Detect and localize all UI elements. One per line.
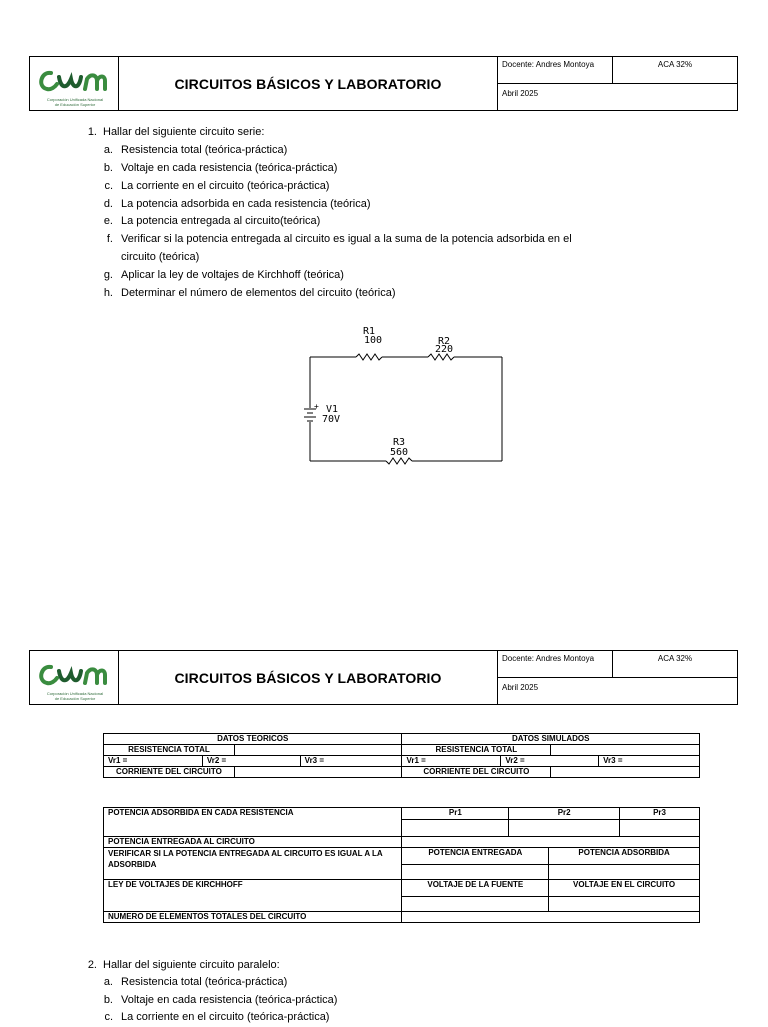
pr2-value[interactable] bbox=[509, 820, 620, 837]
r1-name-label: R1 bbox=[362, 326, 376, 337]
potencia-table bbox=[103, 807, 700, 923]
voltaje-fuente-value[interactable] bbox=[402, 897, 549, 912]
logo-subtitle-1: Corporación Unificada Nacional bbox=[46, 691, 104, 696]
resistor-r3 bbox=[386, 458, 412, 464]
logo-subtitle-2: de Educación Superior bbox=[54, 102, 96, 107]
datos-simulados-header: DATOS SIMULADOS bbox=[402, 734, 700, 745]
page-header-2 bbox=[29, 650, 738, 705]
vr2-simulado-cell[interactable]: Vr2 = bbox=[501, 756, 599, 767]
potencia-adsorbida-value[interactable] bbox=[549, 865, 700, 880]
potencia-entregada-header: POTENCIA ENTREGADA bbox=[402, 848, 549, 865]
voltaje-circuito-value[interactable] bbox=[549, 897, 700, 912]
docente-label: Docente: Andres Montoya bbox=[498, 57, 613, 84]
logo-subtitle-1: Corporación Unificada Nacional bbox=[46, 97, 104, 102]
resistencia-total-simulada-value[interactable] bbox=[551, 745, 700, 756]
datos-teoricos-header: DATOS TEORICOS bbox=[104, 734, 402, 745]
page-title: CIRCUITOS BÁSICOS Y LABORATORIO bbox=[119, 57, 498, 110]
r3-name-label: R3 bbox=[392, 437, 406, 448]
page-title: CIRCUITOS BÁSICOS Y LABORATORIO bbox=[119, 651, 498, 704]
v1-value-label: 70V bbox=[322, 414, 341, 425]
pr1-value[interactable] bbox=[402, 820, 509, 837]
cun-logo-mark bbox=[35, 67, 111, 95]
r2-value-label: 220 bbox=[434, 344, 454, 355]
potencia-adsorbida-label: POTENCIA ADSORBIDA EN CADA RESISTENCIA bbox=[104, 808, 402, 837]
corriente-teorica-value[interactable] bbox=[234, 767, 402, 778]
aca-label: ACA 32% bbox=[613, 57, 737, 84]
vr1-teorico-cell[interactable]: Vr1 = bbox=[104, 756, 203, 767]
corriente-simulada-label: CORRIENTE DEL CIRCUITO bbox=[402, 767, 551, 778]
r2-name-label: R2 bbox=[437, 336, 451, 347]
cun-logo bbox=[30, 651, 119, 704]
vr3-teorico-cell[interactable]: Vr3 = bbox=[300, 756, 402, 767]
pr3-header: Pr3 bbox=[620, 808, 700, 820]
ley-kirchhoff-label: LEY DE VOLTAJES DE KIRCHHOFF bbox=[104, 880, 402, 912]
r1-value-label: 100 bbox=[363, 335, 383, 346]
page-header-1 bbox=[29, 56, 738, 111]
voltaje-fuente-header: VOLTAJE DE LA FUENTE bbox=[402, 880, 549, 897]
docente-label: Docente: Andres Montoya bbox=[498, 651, 613, 678]
resistor-r1 bbox=[356, 354, 382, 360]
corriente-simulada-value[interactable] bbox=[551, 767, 700, 778]
cun-logo-mark bbox=[35, 661, 111, 689]
potencia-entregada-value[interactable] bbox=[402, 865, 549, 880]
cun-logo bbox=[30, 57, 119, 110]
numero-elementos-label: NUMERO DE ELEMENTOS TOTALES DEL CIRCUITO bbox=[104, 912, 402, 923]
date-label: Abril 2025 bbox=[502, 683, 539, 692]
voltaje-circuito-header: VOLTAJE EN EL CIRCUITO bbox=[549, 880, 700, 897]
potencia-entregada-circuito-label: POTENCIA ENTREGADA AL CIRCUITO bbox=[104, 837, 402, 848]
numero-elementos-value[interactable] bbox=[402, 912, 700, 923]
vr3-simulado-cell[interactable]: Vr3 = bbox=[599, 756, 700, 767]
pr2-header: Pr2 bbox=[509, 808, 620, 820]
resistencia-total-simulada-label: RESISTENCIA TOTAL bbox=[402, 745, 551, 756]
resistencia-total-teorica-label: RESISTENCIA TOTAL bbox=[104, 745, 235, 756]
vr1-simulado-cell[interactable]: Vr1 = bbox=[402, 756, 501, 767]
r3-value-label: 560 bbox=[389, 447, 409, 458]
corriente-teorica-label: CORRIENTE DEL CIRCUITO bbox=[104, 767, 235, 778]
series-circuit-diagram bbox=[290, 320, 520, 480]
v1-polarity-label: + bbox=[314, 402, 319, 411]
datos-table bbox=[103, 733, 700, 778]
v1-name-label: V1 bbox=[326, 404, 339, 415]
resistencia-total-teorica-value[interactable] bbox=[234, 745, 402, 756]
verificar-label: VERIFICAR SI LA POTENCIA ENTREGADA AL CIRCUITO ES IGUAL A LA ADSORBIDA bbox=[104, 848, 402, 880]
aca-label: ACA 32% bbox=[613, 651, 737, 678]
pr3-value[interactable] bbox=[620, 820, 700, 837]
potencia-adsorbida-header: POTENCIA ADSORBIDA bbox=[549, 848, 700, 865]
pr1-header: Pr1 bbox=[402, 808, 509, 820]
vr2-teorico-cell[interactable]: Vr2 = bbox=[202, 756, 300, 767]
potencia-entregada-circuito-value[interactable] bbox=[402, 837, 700, 848]
logo-subtitle-2: de Educación Superior bbox=[54, 696, 96, 701]
date-label: Abril 2025 bbox=[502, 89, 539, 98]
